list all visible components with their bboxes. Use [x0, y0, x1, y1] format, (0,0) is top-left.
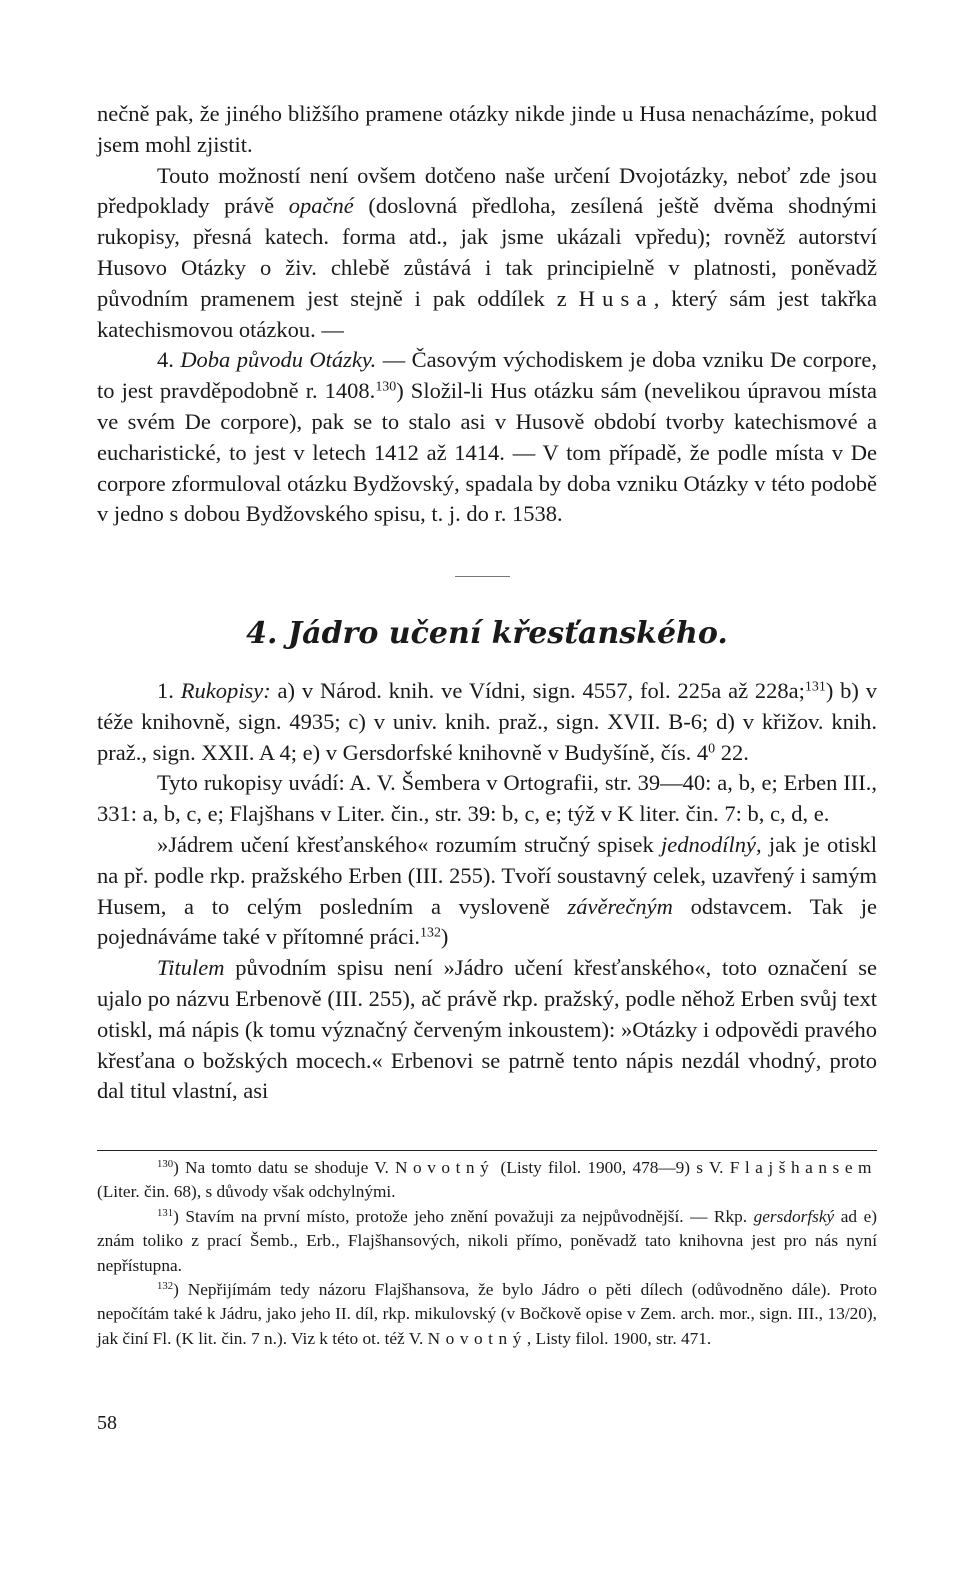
text-run: 1.	[157, 678, 181, 703]
italic-term: závěrečným	[567, 893, 673, 919]
text-run: a) v Národ. knih. ve Vídni, sign. 4557, fol. 225a až 228a;	[270, 678, 805, 703]
footnote-number: 130	[157, 1158, 174, 1171]
text-run: 22.	[715, 739, 749, 765]
text-run: »Jádrem učení křesťanského« rozumím stručný spisek	[157, 831, 662, 857]
footnote-130	[97, 1156, 877, 1205]
main-text-lower	[97, 676, 877, 1107]
paragraph-core	[97, 830, 877, 953]
footnote-132	[97, 1278, 877, 1351]
paragraph-possibility	[97, 161, 877, 346]
paragraph-continued	[97, 99, 877, 161]
paragraph-date-of-origin	[97, 345, 877, 530]
footnote-number: 131	[157, 1206, 174, 1219]
spaced-name: Flajšhansem	[729, 1158, 877, 1177]
text-run: ) Stavím na první místo, protože jeho znění považuji za nejpůvodnější. — Rkp.	[173, 1206, 754, 1226]
paragraph-sources	[97, 768, 877, 830]
text-run: , který sám jest takřka katechismovou otázkou. —	[97, 285, 877, 342]
text-run: Touto možností není ovšem dotčeno naše určení Dvojotázky, neboť zde jsou předpoklady právě	[97, 162, 877, 219]
italic-term: Titulem	[157, 955, 225, 981]
italic-term: gersdorfský	[753, 1206, 835, 1226]
footnotes	[97, 1156, 877, 1351]
italic-subheading: Rukopisy:	[180, 678, 271, 703]
spaced-name: Novotný	[427, 1328, 527, 1348]
footnote-separator	[97, 1150, 877, 1151]
section-heading: 4. Jádro učení křesťanského.	[246, 616, 728, 651]
page-number: 58	[97, 1412, 117, 1434]
paragraph-title	[97, 953, 877, 1107]
text-run: Tyto rukopisy uvádí: A. V. Šembera v Ortografii, str. 39—40: a, b, e; Erben III., 331: a, b, c, e; Flajšhans v Liter. čin., str. 39: b, c, e; týž v K liter. čin. 7: b, c, d, e.	[97, 770, 877, 827]
text-run: (doslovná předloha, zesílená ještě dvěma shodnými rukopisy, přesná katech. forma atd., jak jsme ukázali vpředu); rovněž autorství Husovo Otázky o živ. chlebě zůstává i tak principielně v platnosti, poněvadž původním pramenem jest stejně i pak oddílek z	[97, 193, 877, 311]
spaced-name: Husa	[578, 285, 654, 311]
text-run: původním spisu není »Jádro učení křesťanského«, toto označení se ujalo po názvu Erbenově (III. 255), ač právě rkp. pražský, podle něhož Erben svůj text otiskl, má nápis (k tomu význačný červeným inkoustem): »Otázky i odpovědi pravého křesťana o božských mocech.« Erbenovi se patrně tento nápis nezdál vhodný, proto dal titul vlastní, asi	[97, 955, 877, 1104]
text-run: — Časovým východiskem je doba vzniku De corpore, to jest pravděpodobně r. 1408.	[97, 347, 877, 404]
paragraph-manuscripts	[97, 676, 877, 768]
footnote-ref: 130	[375, 379, 397, 395]
italic-term: opačné	[288, 193, 354, 219]
footnote-number: 132	[157, 1280, 174, 1293]
section-divider	[455, 576, 510, 577]
text-run: , Listy filol. 1900, str. 471.	[526, 1328, 712, 1348]
footnote-ref: 132	[420, 925, 441, 941]
text-run: ad e) znám toliko z prací Šemb., Erb., Flajšhansových, nikoli přímo, poněvadž tato knihovna jest pro nás nyní nepřístupna.	[97, 1206, 877, 1275]
spaced-name: Novotný	[395, 1158, 495, 1177]
text-run: ) Složil-li Hus otázku sám (nevelikou úpravou místa ve svém De corpore), pak se to stalo asi v Husově období tvorby katechismové a eucharistické, to jest v letech 1412 až 1414. — V tom případě, že podle místa v De corpore zformuloval otázku Bydžovský, spadala by doba vzniku Otázky v této podobě v jedno s dobou Bydžovského spisu, t. j. do r. 1538.	[97, 378, 877, 527]
italic-subheading: Doba původu Otázky.	[180, 347, 377, 373]
text-run: (Listy filol. 1900, 478—9) s V.	[494, 1158, 730, 1177]
text-run: (Liter. čin. 68), s důvody však odchylnými.	[97, 1182, 396, 1202]
text-run: ) Na tomto datu se shoduje V.	[173, 1158, 396, 1177]
paragraph-text: nečně pak, že jiného bližšího pramene otázky nikde jinde u Husa nenacházíme, pokud jsem mohl zjistit.	[97, 101, 877, 157]
main-text-upper	[97, 99, 877, 530]
superscript: 0	[708, 740, 716, 756]
text-run: jak je otiskl na př. podle rkp. pražského Erben (III. 255). Tvoří soustavný celek, uzavřený i samým Husem, a to celým posledním a vysloveně	[97, 831, 877, 919]
text-run: )	[440, 924, 449, 950]
italic-term: jednodílný,	[661, 831, 762, 857]
text-run: odstavcem. Tak je pojednáváme také v přítomné práci.	[97, 893, 877, 950]
footnote-131	[97, 1205, 877, 1278]
text-run: ) Nepřijímám tedy názoru Flajšhansova, že bylo Jádro o pěti dílech (odůvodněno dále). Proto nepočítám také k Jádru, jako jeho II. díl, rkp. mikulovský (v Bočkově opise v Zem. arch. mor., sign. III., 13/20), jak činí Fl. (K lit. čin. 7 n.). Viz k této ot. též V.	[97, 1280, 877, 1348]
footnote-ref: 131	[804, 679, 826, 695]
text-run: ) b) v téže knihovně, sign. 4935; c) v univ. knih. praž., sign. XVII. B-6; d) v křižov. knih. praž., sign. XXII. A 4; e) v Gersdorfské knihovně v Budyšíně, čís. 4	[97, 678, 877, 765]
text-run: 4.	[157, 347, 181, 373]
